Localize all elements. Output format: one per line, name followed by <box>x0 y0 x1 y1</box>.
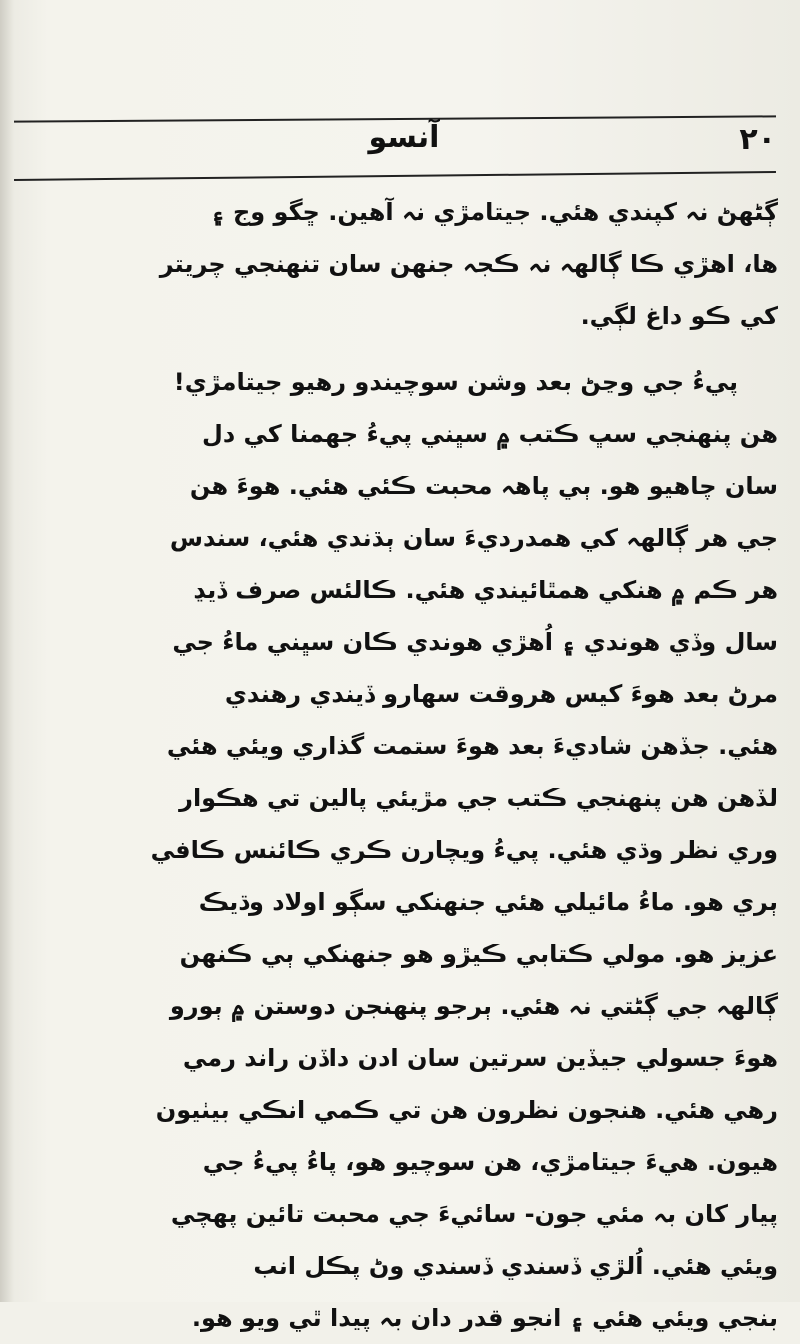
text-line: ها، اهڙي ڪا ڳالهہ نہ ڪجہ جنهن سان تنهنجي چريتر <box>159 250 778 278</box>
text-line: وري نظر وڌي هئي. پيءُ ويچارن ڪري ڪائنس ڪافي <box>150 836 778 864</box>
running-title: آنسو <box>368 120 440 155</box>
body-text <box>22 186 778 1332</box>
text-line: جي هر ڳالهہ کي همدرديءَ سان ٻڌندي هئي، سندس <box>169 524 778 552</box>
paragraph-1 <box>22 186 778 342</box>
text-line: هوءَ جسولي جيڏين سرتين سان ادن داڏن راند رمي <box>182 1044 778 1072</box>
paragraph-2 <box>22 356 778 1344</box>
text-line: ڳالهہ جي ڳڻتي نہ هئي. ٻرجو پنهنجن دوستن ۾ ٻورو <box>169 992 778 1020</box>
text-line: بنجي ويئي هئي ۽ انجو قدر دان بہ پيدا ٿي ويو هو. <box>191 1304 778 1332</box>
text-line: پيءُ جي وڃڻ بعد وشن سوچيندو رهيو جيتامڙي! <box>173 368 738 396</box>
text-line: کي ڪو داغ لڳي. <box>580 302 778 330</box>
text-line: سال وڏي هوندي ۽ اُهڙي هوندي ڪان سڀني ماءُ جي <box>172 628 778 656</box>
text-line: عزيز هو. مولي ڪتابي ڪيڙو هو جنهنکي ٻي ڪنهن <box>179 940 778 968</box>
text-line: سان چاهيو هو. ٻي پاهہ محبت ڪئي هئي. هوءَ هن <box>189 472 778 500</box>
text-line: رهي هئي. هنجون نظرون هن تي ڪمي انڪي بيٺيون <box>155 1096 778 1124</box>
header-rule-bottom <box>14 171 776 181</box>
page-header <box>14 100 776 180</box>
page-binding-shadow <box>0 0 14 1302</box>
text-line: ٻري هو. ماءُ مائيلي هئي جنهنکي سڳو اولاد وڌيڪ <box>198 888 778 916</box>
text-line: هيون. هيءَ جيتامڙي، هن سوچيو هو، پاءُ پيءُ جي <box>202 1148 778 1176</box>
text-line: هن پنهنجي سڀ ڪتب ۾ سڀني پيءُ جهمنا کي دل <box>202 420 778 448</box>
text-line: مرڻ بعد هوءَ کيس هروقت سهارو ڏيندي رهندي <box>224 680 778 708</box>
text-line: هئي. جڏهن شاديءَ بعد هوءَ ستمت گذاري ويئي هئي <box>166 732 778 760</box>
text-line: ويئي هئي. اُلڙي ڏسندي ڏسندي وڻ پڪل انب <box>253 1252 778 1280</box>
text-line: لڏهن هن پنهنجي ڪتب جي مڙيئي پالين تي هڪوار <box>179 784 778 812</box>
text-line: پيار کان بہ مئي جون- سائيءَ جي محبت تائين پهچي <box>170 1200 778 1228</box>
page-number: ٢٠ <box>739 122 776 157</box>
text-line: هر ڪم ۾ هنکي همٿائيندي هئي. ڪالئس صرف ڏيڍ <box>193 576 778 604</box>
text-line: ڳڻهڻ نہ کپندي هئي. جيتامڙي نہ آهين. ڇگو وج ۽ <box>210 198 778 226</box>
